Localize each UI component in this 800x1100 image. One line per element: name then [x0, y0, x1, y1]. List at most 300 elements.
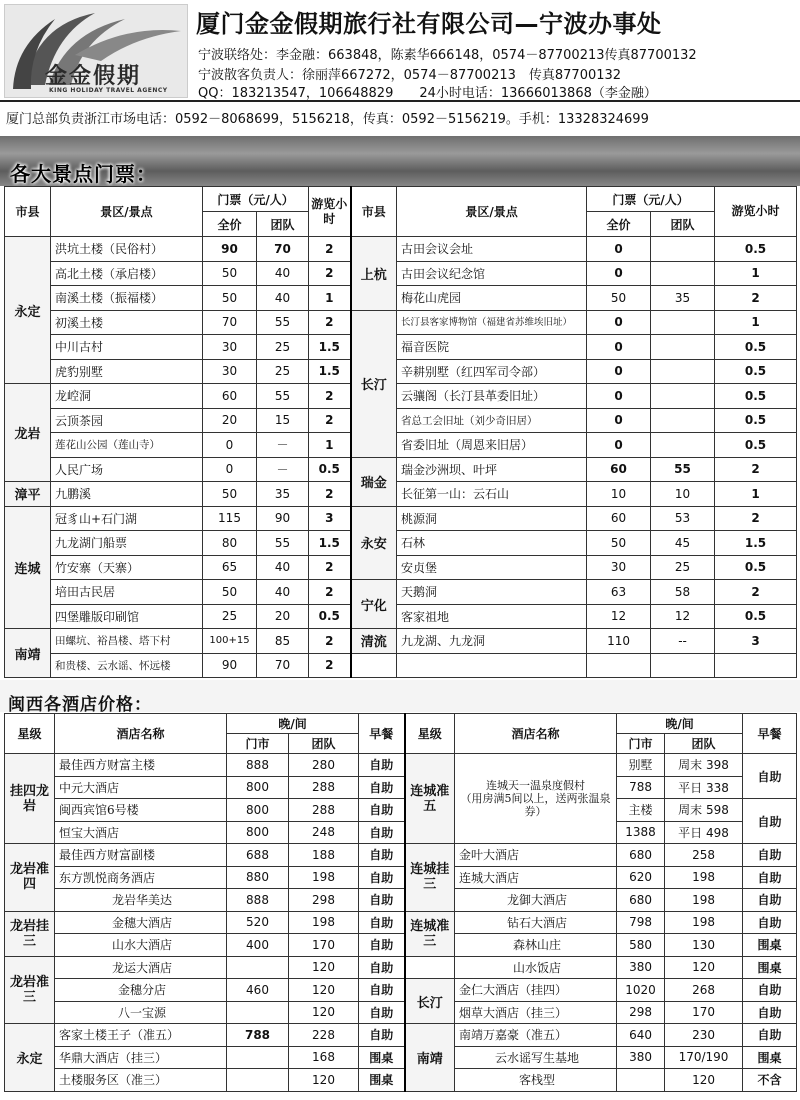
- spot-name: 省委旧址（周恩来旧居）: [397, 433, 587, 458]
- rack-rate: 460: [227, 979, 289, 1002]
- table-row: [5, 433, 797, 458]
- hotel-name: 土楼服务区（准三）: [55, 1069, 227, 1092]
- spot-name: 中川古村: [51, 335, 203, 360]
- hotel-name: 中元大酒店: [55, 776, 227, 799]
- city-cell: 永定: [5, 237, 51, 384]
- hotel-name: 八一宝源: [55, 1001, 227, 1024]
- group-price: --: [651, 629, 715, 654]
- rack-rate: 298: [617, 1001, 665, 1024]
- empty-cell: [405, 956, 455, 979]
- group-rate: 288: [289, 776, 359, 799]
- city-cell: 漳平: [5, 482, 51, 507]
- star-cell: 连城准五: [405, 754, 455, 844]
- header-price: 门票（元/人）: [203, 187, 309, 212]
- group-price: －: [257, 457, 309, 482]
- tour-hours: 1: [715, 261, 797, 286]
- breakfast: 围桌: [359, 1069, 405, 1092]
- room-type: 别墅: [617, 754, 665, 777]
- hotel-name: 金穗大酒店: [55, 911, 227, 934]
- hotel-name: 东方凯悦商务酒店: [55, 866, 227, 889]
- hotel-name: 闽西宾馆6号楼: [55, 799, 227, 822]
- header-city: 市县: [5, 187, 51, 237]
- group-price: 25: [257, 359, 309, 384]
- rack-rate: 800: [227, 799, 289, 822]
- hotel-name: [455, 754, 617, 844]
- full-price: 0: [587, 408, 651, 433]
- rack-rate: 640: [617, 1024, 665, 1047]
- table-row: [5, 335, 797, 360]
- weekend-rate: 周末 398: [665, 754, 743, 777]
- hotel-name: 最佳西方财富副楼: [55, 844, 227, 867]
- tour-hours: 2: [309, 482, 351, 507]
- group-rate: 168: [289, 1046, 359, 1069]
- full-price: 0: [587, 384, 651, 409]
- header-price: 门票（元/人）: [587, 187, 715, 212]
- breakfast: 自助: [743, 754, 797, 799]
- spot-name: 安贞堡: [397, 555, 587, 580]
- breakfast: 自助: [359, 844, 405, 867]
- rack-rate: 788: [227, 1024, 289, 1047]
- tour-hours: 2: [309, 237, 351, 262]
- group-rate: 198: [665, 889, 743, 912]
- breakfast: 围桌: [743, 956, 797, 979]
- table-row: [5, 408, 797, 433]
- header-rack-rate: 门市: [617, 734, 665, 754]
- rack-rate: 888: [227, 889, 289, 912]
- group-price: 40: [257, 580, 309, 605]
- spot-name: 冠豸山+石门湖: [51, 506, 203, 531]
- header-group-price: 团队: [257, 212, 309, 237]
- group-rate: 170: [289, 934, 359, 957]
- group-rate: 120: [289, 979, 359, 1002]
- group-rate: 248: [289, 821, 359, 844]
- tour-hours: 1.5: [309, 335, 351, 360]
- table-row: [5, 866, 797, 889]
- table-row: [5, 979, 797, 1002]
- tour-hours: 2: [309, 384, 351, 409]
- rack-rate: [227, 1001, 289, 1024]
- table-row: [5, 889, 797, 912]
- full-price: 90: [203, 653, 257, 678]
- spot-name: 桃源洞: [397, 506, 587, 531]
- header-night: 晚/间: [617, 714, 743, 734]
- header-city: 市县: [351, 187, 397, 237]
- rack-rate: [227, 1046, 289, 1069]
- company-logo: [4, 4, 188, 98]
- breakfast: 自助: [359, 866, 405, 889]
- group-rate: 298: [289, 889, 359, 912]
- header-group-price: 团队: [651, 212, 715, 237]
- table-row: [5, 956, 797, 979]
- weekday-rate: 平日 338: [665, 776, 743, 799]
- spot-name: 古田会议纪念馆: [397, 261, 587, 286]
- spot-name: 田螺坑、裕昌楼、塔下村: [51, 629, 203, 654]
- full-price: 63: [587, 580, 651, 605]
- city-cell: 长汀: [351, 310, 397, 457]
- group-price: [651, 310, 715, 335]
- star-cell: 连城挂三: [405, 844, 455, 912]
- table-row: [5, 359, 797, 384]
- group-price: 35: [651, 286, 715, 311]
- star-cell: 挂四龙岩: [5, 754, 55, 844]
- full-price: 0: [587, 261, 651, 286]
- group-price: 55: [257, 310, 309, 335]
- table-row: [5, 457, 797, 482]
- city-cell: 龙岩: [5, 384, 51, 482]
- rack-rate: 798: [617, 911, 665, 934]
- header-hotel-name: 酒店名称: [55, 714, 227, 754]
- table-row: [5, 1046, 797, 1069]
- hotel-name: 山水大酒店: [55, 934, 227, 957]
- tour-hours: 0.5: [715, 237, 797, 262]
- weekday-rate: 平日 498: [665, 821, 743, 844]
- table-row: [5, 604, 797, 629]
- spot-name: 龙崆洞: [51, 384, 203, 409]
- spot-name: 长征第一山：云石山: [397, 482, 587, 507]
- group-rate: 120: [289, 1001, 359, 1024]
- hotel-name: 客栈型: [455, 1069, 617, 1092]
- group-price: 55: [651, 457, 715, 482]
- group-rate: 170: [665, 1001, 743, 1024]
- star-cell: 龙岩准三: [5, 956, 55, 1024]
- tour-hours: 0.5: [715, 408, 797, 433]
- spot-name: 长汀县客家博物馆（福建省苏维埃旧址）: [397, 310, 587, 335]
- rack-rate: 380: [617, 1046, 665, 1069]
- table-row: [5, 821, 797, 844]
- header-breakfast: 早餐: [743, 714, 797, 754]
- breakfast: 自助: [359, 911, 405, 934]
- tour-hours: 1: [309, 286, 351, 311]
- group-price: 35: [257, 482, 309, 507]
- spot-name: 人民广场: [51, 457, 203, 482]
- spot-name: 天鹅洞: [397, 580, 587, 605]
- city-cell: 瑞金: [351, 457, 397, 506]
- hotel-name: 龙御大酒店: [455, 889, 617, 912]
- breakfast: 自助: [743, 979, 797, 1002]
- hotel-name: 连城大酒店: [455, 866, 617, 889]
- group-price: 40: [257, 261, 309, 286]
- spot-name: 福音医院: [397, 335, 587, 360]
- group-price: [651, 261, 715, 286]
- spot-name: 洪坑土楼（民俗村）: [51, 237, 203, 262]
- group-rate: 188: [289, 844, 359, 867]
- tour-hours: 1: [715, 310, 797, 335]
- header-rack-rate: 门市: [227, 734, 289, 754]
- group-price: 40: [257, 286, 309, 311]
- contact-line: QQ：183213547，106648829 24小时电话：13666013868（李金融）: [198, 86, 657, 101]
- group-price: 70: [257, 237, 309, 262]
- tour-hours: 0.5: [715, 433, 797, 458]
- table-row: [5, 310, 797, 335]
- breakfast: 自助: [743, 866, 797, 889]
- hotel-name: 山水饭店: [455, 956, 617, 979]
- tour-hours: 2: [309, 629, 351, 654]
- table-row: [5, 911, 797, 934]
- tickets-table: [4, 186, 797, 678]
- spot-name: 培田古民居: [51, 580, 203, 605]
- header-full-price: 全价: [587, 212, 651, 237]
- spot-name: 九鹏溪: [51, 482, 203, 507]
- rack-rate: 688: [227, 844, 289, 867]
- rack-rate: 620: [617, 866, 665, 889]
- empty-cell: [397, 653, 587, 678]
- contact-line: 宁波散客负责人：徐丽萍667272，0574－87700213 传真87700132: [198, 68, 622, 83]
- rack-rate: 800: [227, 821, 289, 844]
- spot-name: 石林: [397, 531, 587, 556]
- table-row: [5, 1069, 797, 1092]
- rack-rate: 680: [617, 889, 665, 912]
- rack-rate: 580: [617, 934, 665, 957]
- header-breakfast: 早餐: [359, 714, 405, 754]
- logo-text: 金金假期: [45, 63, 142, 89]
- header-group-rate: 团队: [665, 734, 743, 754]
- table-row: [5, 482, 797, 507]
- group-price: 70: [257, 653, 309, 678]
- tour-hours: 0.5: [309, 457, 351, 482]
- group-rate: 120: [289, 956, 359, 979]
- group-price: 58: [651, 580, 715, 605]
- full-price: 10: [587, 482, 651, 507]
- group-price: 10: [651, 482, 715, 507]
- table-row: [5, 237, 797, 262]
- group-rate: 268: [665, 979, 743, 1002]
- header-hotel-name: 酒店名称: [455, 714, 617, 754]
- tour-hours: 0.5: [715, 604, 797, 629]
- group-price: 90: [257, 506, 309, 531]
- tour-hours: 2: [309, 310, 351, 335]
- breakfast: 自助: [359, 889, 405, 912]
- full-price: 100+15: [203, 629, 257, 654]
- rack-rate: 400: [227, 934, 289, 957]
- star-cell: 南靖: [405, 1024, 455, 1092]
- spot-name: 辛耕别墅（红四军司令部）: [397, 359, 587, 384]
- full-price: 12: [587, 604, 651, 629]
- hotel-name-text: 连城天一温泉度假村: [486, 779, 586, 792]
- tour-hours: 0.5: [309, 604, 351, 629]
- hotel-name: 南靖万嘉豪（准五）: [455, 1024, 617, 1047]
- tour-hours: 2: [309, 653, 351, 678]
- spot-name: 竹安寨（天寨）: [51, 555, 203, 580]
- breakfast: 自助: [359, 1001, 405, 1024]
- empty-cell: [351, 653, 397, 678]
- group-rate: 120: [665, 956, 743, 979]
- group-rate: 120: [289, 1069, 359, 1092]
- rack-rate: 380: [617, 956, 665, 979]
- rack-rate: 680: [617, 844, 665, 867]
- spot-name: 和贵楼、云水谣、怀远楼: [51, 653, 203, 678]
- rack-rate: 1020: [617, 979, 665, 1002]
- full-price: 115: [203, 506, 257, 531]
- group-rate: 258: [665, 844, 743, 867]
- full-price: 25: [203, 604, 257, 629]
- full-price: 30: [203, 359, 257, 384]
- group-price: 25: [257, 335, 309, 360]
- group-rate: 228: [289, 1024, 359, 1047]
- group-price: 55: [257, 384, 309, 409]
- group-price: 53: [651, 506, 715, 531]
- breakfast: 自助: [743, 799, 797, 844]
- group-rate: 170/190: [665, 1046, 743, 1069]
- table-row: [5, 286, 797, 311]
- rack-rate: 1388: [617, 821, 665, 844]
- spot-name: 云顶茶园: [51, 408, 203, 433]
- star-cell: 长汀: [405, 979, 455, 1024]
- group-price: 12: [651, 604, 715, 629]
- table-row: [5, 653, 797, 678]
- breakfast: 自助: [743, 889, 797, 912]
- tour-hours: 0.5: [715, 384, 797, 409]
- hotel-name: 最佳西方财富主楼: [55, 754, 227, 777]
- star-cell: 龙岩准四: [5, 844, 55, 912]
- hotel-name: 龙运大酒店: [55, 956, 227, 979]
- breakfast: 围桌: [743, 1046, 797, 1069]
- city-cell: 连城: [5, 506, 51, 629]
- group-rate: 198: [289, 866, 359, 889]
- header-night: 晚/间: [227, 714, 359, 734]
- table-row: [5, 506, 797, 531]
- tour-hours: 2: [715, 580, 797, 605]
- empty-cell: [587, 653, 651, 678]
- full-price: 50: [587, 531, 651, 556]
- table-row: [5, 531, 797, 556]
- rack-rate: 888: [227, 754, 289, 777]
- table-row: [5, 629, 797, 654]
- group-price: [651, 408, 715, 433]
- rack-rate: 880: [227, 866, 289, 889]
- spot-name: 初溪土楼: [51, 310, 203, 335]
- full-price: 60: [203, 384, 257, 409]
- group-price: －: [257, 433, 309, 458]
- contact-line: 宁波联络处：李金融：663848，陈素华666148，0574－87700213传真87700132: [198, 48, 697, 63]
- spot-name: 客家祖地: [397, 604, 587, 629]
- breakfast: 自助: [743, 1024, 797, 1047]
- hotel-name: 烟草大酒店（挂三）: [455, 1001, 617, 1024]
- breakfast: 自助: [359, 934, 405, 957]
- table-row: [5, 1001, 797, 1024]
- tour-hours: 1.5: [309, 359, 351, 384]
- breakfast: 不含: [743, 1069, 797, 1092]
- group-rate: 130: [665, 934, 743, 957]
- header-group-rate: 团队: [289, 734, 359, 754]
- table-row: [5, 384, 797, 409]
- table-row: [5, 261, 797, 286]
- group-rate: 230: [665, 1024, 743, 1047]
- full-price: 50: [203, 482, 257, 507]
- spot-name: 瑞金沙洲坝、叶坪: [397, 457, 587, 482]
- tour-hours: 1: [715, 482, 797, 507]
- full-price: 0: [203, 433, 257, 458]
- breakfast: 自助: [359, 956, 405, 979]
- group-price: 25: [651, 555, 715, 580]
- breakfast: 围桌: [359, 1046, 405, 1069]
- full-price: 0: [203, 457, 257, 482]
- tour-hours: 1: [309, 433, 351, 458]
- weekend-rate: 周末 598: [665, 799, 743, 822]
- group-price: 40: [257, 555, 309, 580]
- group-rate: 288: [289, 799, 359, 822]
- hotel-note: （用房满5间以上，送两张温泉券）: [460, 792, 611, 818]
- tour-hours: 1.5: [715, 531, 797, 556]
- rack-rate: 788: [617, 776, 665, 799]
- hotel-name: 森林山庄: [455, 934, 617, 957]
- empty-cell: [651, 653, 715, 678]
- breakfast: 自助: [359, 1024, 405, 1047]
- group-rate: 198: [665, 911, 743, 934]
- group-price: 55: [257, 531, 309, 556]
- group-price: 15: [257, 408, 309, 433]
- star-cell: 龙岩挂三: [5, 911, 55, 956]
- tour-hours: 1.5: [309, 531, 351, 556]
- spot-name: 南溪土楼（振福楼）: [51, 286, 203, 311]
- city-cell: 宁化: [351, 580, 397, 629]
- full-price: 0: [587, 433, 651, 458]
- group-price: [651, 237, 715, 262]
- tour-hours: 2: [715, 286, 797, 311]
- full-price: 50: [587, 286, 651, 311]
- tour-hours: 2: [715, 457, 797, 482]
- full-price: 0: [587, 237, 651, 262]
- empty-cell: [715, 653, 797, 678]
- tour-hours: 2: [309, 408, 351, 433]
- spot-name: 古田会议会址: [397, 237, 587, 262]
- header-full-price: 全价: [203, 212, 257, 237]
- full-price: 60: [587, 506, 651, 531]
- full-price: 65: [203, 555, 257, 580]
- group-rate: 120: [665, 1069, 743, 1092]
- hotel-name: 云水谣写生基地: [455, 1046, 617, 1069]
- table-row: [5, 1024, 797, 1047]
- table-row: [5, 580, 797, 605]
- rack-rate: 800: [227, 776, 289, 799]
- full-price: 110: [587, 629, 651, 654]
- rack-rate: [227, 956, 289, 979]
- section-heading-tickets: 各大景点门票：: [10, 162, 157, 186]
- full-price: 70: [203, 310, 257, 335]
- tour-hours: 2: [309, 580, 351, 605]
- full-price: 0: [587, 359, 651, 384]
- full-price: 50: [203, 580, 257, 605]
- group-price: 20: [257, 604, 309, 629]
- group-rate: 198: [665, 866, 743, 889]
- header-hours: 游览小时: [715, 187, 797, 237]
- spot-name: 四堡雕版印刷馆: [51, 604, 203, 629]
- spot-name: 梅花山虎园: [397, 286, 587, 311]
- group-price: 85: [257, 629, 309, 654]
- header-spot: 景区/景点: [51, 187, 203, 237]
- room-type: 主楼: [617, 799, 665, 822]
- tour-hours: 2: [309, 261, 351, 286]
- full-price: 60: [587, 457, 651, 482]
- tour-hours: 3: [715, 629, 797, 654]
- full-price: 20: [203, 408, 257, 433]
- hotel-name: 金仁大酒店（挂四）: [455, 979, 617, 1002]
- breakfast: 自助: [743, 911, 797, 934]
- city-cell: 永安: [351, 506, 397, 580]
- full-price: 0: [587, 310, 651, 335]
- tour-hours: 0.5: [715, 555, 797, 580]
- breakfast: 自助: [359, 979, 405, 1002]
- spot-name: 九龙湖门船票: [51, 531, 203, 556]
- city-cell: 清流: [351, 629, 397, 654]
- group-rate: 198: [289, 911, 359, 934]
- spot-name: 虎豹别墅: [51, 359, 203, 384]
- spot-name: 九龙湖、九龙洞: [397, 629, 587, 654]
- page-header: [0, 0, 800, 102]
- spot-name: 省总工会旧址（刘少奇旧居）: [397, 408, 587, 433]
- section-heading-hotels: 闽西各酒店价格：: [8, 695, 152, 715]
- hotel-name: 客家土楼王子（准五）: [55, 1024, 227, 1047]
- star-cell: 连城准三: [405, 911, 455, 956]
